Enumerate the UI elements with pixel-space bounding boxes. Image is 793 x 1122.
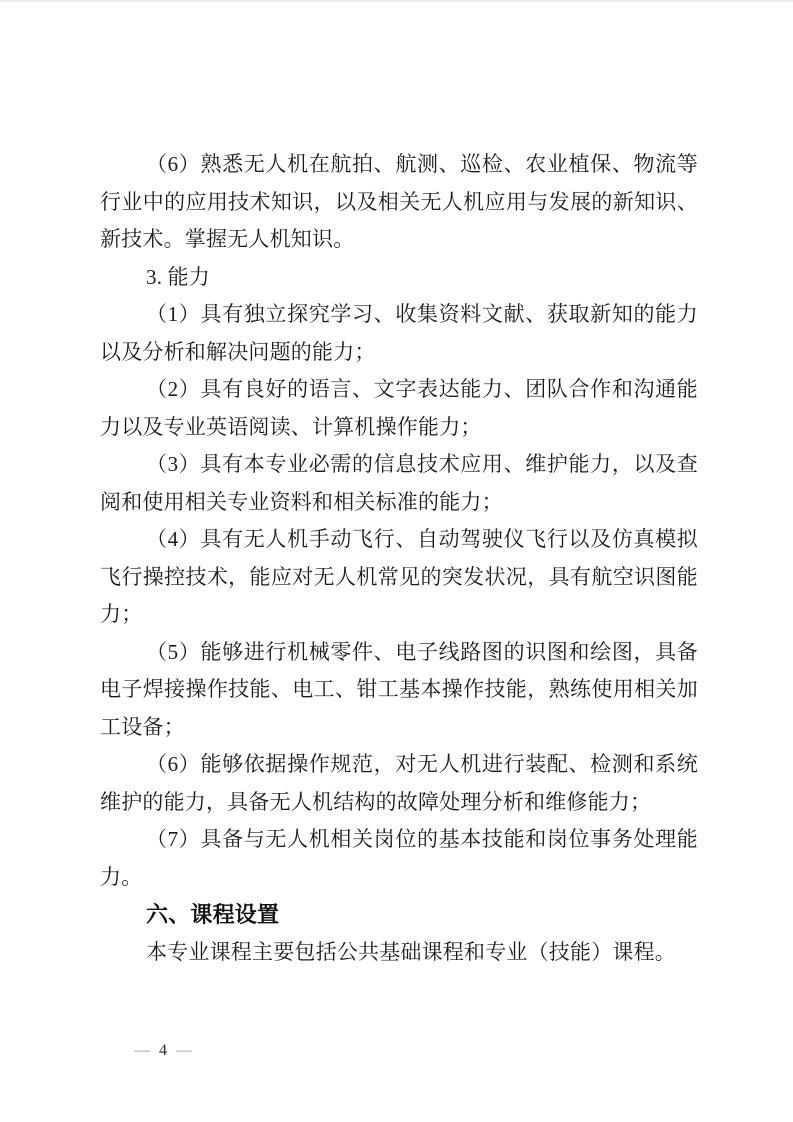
- text-line: （4）具有无人机手动飞行、自动驾驶仪飞行以及仿真模拟: [146, 527, 698, 551]
- text-line: 力。: [100, 864, 143, 889]
- text-line: 以及分析和解决问题的能力；: [100, 339, 376, 364]
- text-line: 工设备；: [100, 714, 185, 739]
- text-line: 阅和使用相关专业资料和相关标准的能力；: [100, 489, 503, 514]
- footer-dash-right: —: [176, 1042, 192, 1059]
- text-line: 新技术。掌握无人机知识。: [100, 227, 355, 251]
- footer-dash-left: —: [134, 1042, 150, 1059]
- text-line: 力；: [100, 602, 143, 626]
- text-line: 力以及专业英语阅读、计算机操作能力；: [100, 414, 482, 439]
- text-line: （6）能够依据操作规范，对无人机进行装配、检测和系统: [146, 752, 698, 776]
- text-line: 电子焊接操作技能、电工、钳工基本操作技能，熟练使用相关加: [100, 677, 698, 701]
- page-top-edge: [0, 0, 793, 2]
- text-line: 飞行操控技术，能应对无人机常见的突发状况，具有航空识图能: [100, 564, 698, 589]
- text-line: （5）能够进行机械零件、电子线路图的识图和绘图，具备: [146, 639, 698, 664]
- page-number: 4: [159, 1042, 167, 1059]
- document-body: [100, 146, 698, 971]
- text-line: （7）具备与无人机相关岗位的基本技能和岗位事务处理能: [146, 827, 698, 851]
- text-line: 行业中的应用技术知识，以及相关无人机应用与发展的新知识、: [100, 189, 698, 214]
- text-line: （6）熟悉无人机在航拍、航测、巡检、农业植保、物流等: [146, 152, 698, 176]
- section-heading: 六、课程设置: [146, 902, 280, 927]
- page-footer: [125, 1040, 201, 1062]
- text-line: （2）具有良好的语言、文字表达能力、团队合作和沟通能: [146, 377, 698, 401]
- text-line: （1）具有独立探究学习、收集资料文献、获取新知的能力: [146, 302, 698, 326]
- text-line: （3）具有本专业必需的信息技术应用、维护能力，以及查: [146, 452, 698, 476]
- text-line: 本专业课程主要包括公共基础课程和专业（技能）课程。: [146, 939, 676, 964]
- text-line: 维护的能力，具备无人机结构的故障处理分析和维修能力；: [100, 789, 652, 814]
- list-heading: 3. 能力: [146, 264, 210, 289]
